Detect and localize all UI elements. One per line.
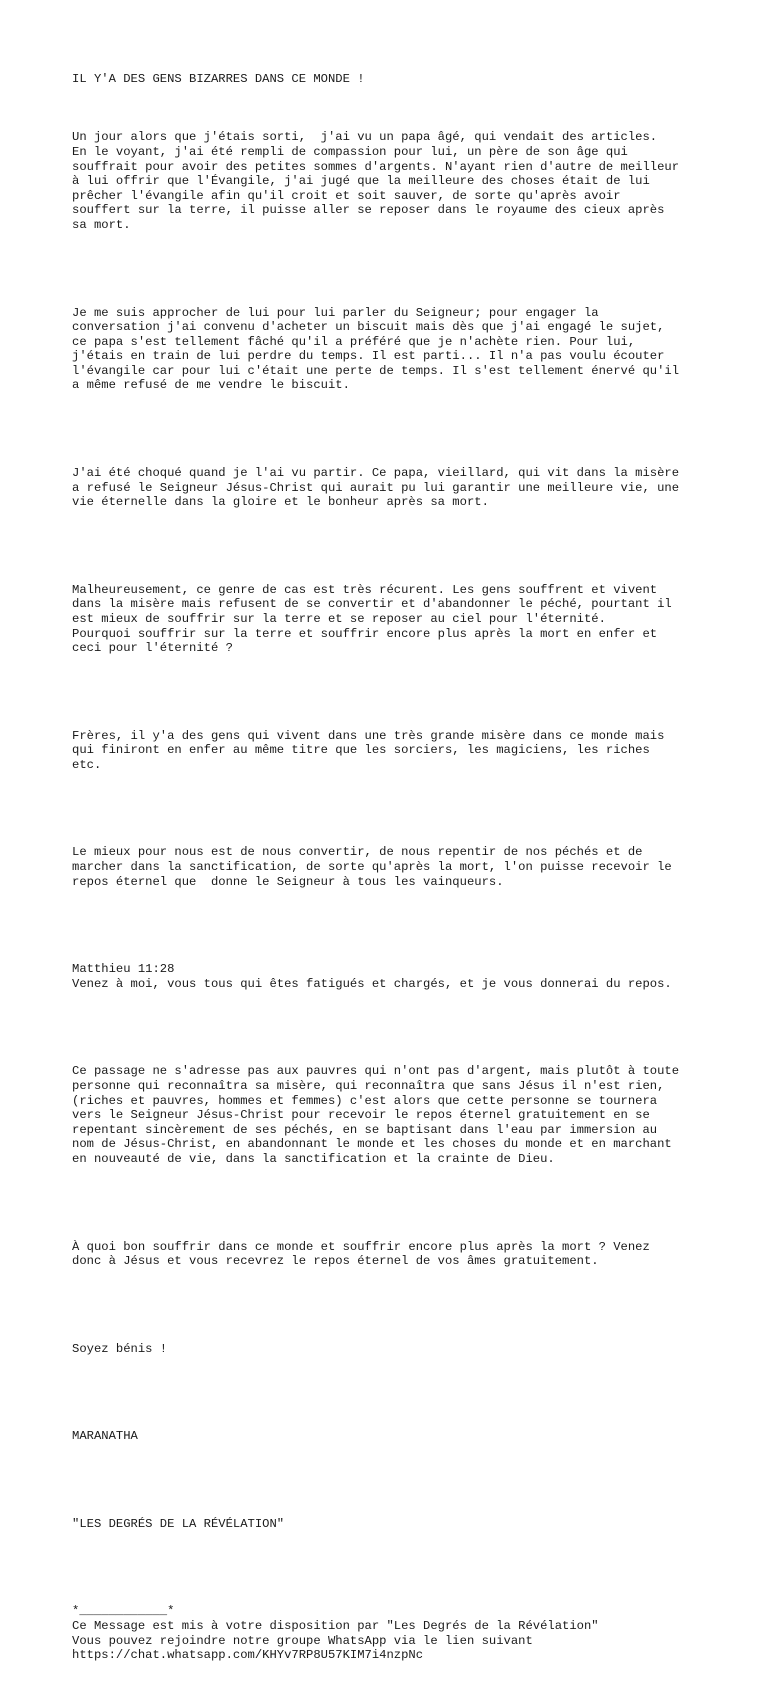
text-line: personne qui reconnaîtra sa misère, qui reconnaîtra que sans Jésus il n'est rien, (72, 1078, 665, 1093)
document-page (72, 72, 712, 1707)
text-line: prêcher l'évangile afin qu'il croit et soit sauver, de sorte qu'après avoir (72, 188, 621, 203)
text-line: donc à Jésus et vous recevrez le repos éternel de vos âmes gratuitement. (72, 1254, 599, 1269)
scripture-text: Venez à moi, vous tous qui êtes fatigués et chargés, et je vous donnerai du repos. (72, 976, 672, 991)
text-line: j'étais en train de lui perdre du temps. Il est parti... Il n'a pas voulu écouter (72, 349, 665, 364)
text-line: nom de Jésus-Christ, en abandonnant le monde et les choses du monde et en marchant (72, 1137, 672, 1152)
text-line: Ce passage ne s'adresse pas aux pauvres qui n'ont pas d'argent, mais plutôt à toute (72, 1064, 680, 1079)
text-line: À quoi bon souffrir dans ce monde et souffrir encore plus après la mort ? Venez (72, 1239, 650, 1254)
paragraph-1 (72, 101, 712, 262)
text-line: Ce Message est mis à votre disposition par "Les Degrés de la Révélation" (72, 1618, 599, 1633)
text-line: Pourquoi souffrir sur la terre et souffrir encore plus après la mort en enfer et (72, 626, 658, 641)
text-line: Vous pouvez rejoindre notre groupe WhatsApp via le lien suivant (72, 1633, 533, 1648)
text-line: repentant sincèrement de ses péchés, en se baptisant dans l'eau par immersion au (72, 1122, 658, 1137)
text-line: J'ai été choqué quand je l'ai vu partir. Ce papa, vieillard, qui vit dans la misère (72, 466, 680, 481)
whatsapp-link[interactable]: https://chat.whatsapp.com/KHYv7RP8U57KIM7i4nzpNc (72, 1648, 424, 1663)
paragraph-3 (72, 437, 712, 539)
text-line: Je me suis approcher de lui pour lui parler du Seigneur; pour engager la (72, 305, 599, 320)
paragraph-8 (72, 1035, 712, 1196)
paragraph-6 (72, 816, 712, 918)
blessing (72, 1312, 712, 1385)
separator-line: *____________* (72, 1604, 175, 1619)
paragraph-2 (72, 276, 712, 422)
text-line: marcher dans la sanctification, de sorte qu'après la mort, l'on puisse recevoir le (72, 860, 672, 875)
text-line: sa mort. (72, 217, 131, 232)
footer-block (72, 1575, 712, 1692)
title-line: IL Y'A DES GENS BIZARRES DANS CE MONDE ! (72, 72, 365, 86)
text-line: Frères, il y'a des gens qui vivent dans une très grande misère dans ce monde mais (72, 728, 665, 743)
text-line: en nouveauté de vie, dans la sanctification et la crainte de Dieu. (72, 1151, 555, 1166)
document-title (72, 72, 712, 87)
text-line: souffrait pour avoir des petites sommes d'argents. N'ayant rien d'autre de meilleur (72, 159, 680, 174)
text-line: Malheureusement, ce genre de cas est très récurent. Les gens souffrent et vivent (72, 582, 658, 597)
text-line: a même refusé de me vendre le biscuit. (72, 378, 350, 393)
text-line: En le voyant, j'ai été rempli de compassion pour lui, un père de son âge qui (72, 144, 628, 159)
text-line: MARANATHA (72, 1429, 138, 1444)
text-line: ceci pour l'éternité ? (72, 641, 233, 656)
text-line: à lui offrir que l'Évangile, j'ai jugé que la meilleure des choses était de lui (72, 174, 650, 189)
text-line: ce papa s'est tellement fâché qu'il a préféré que je n'achète rien. Pour lui, (72, 334, 636, 349)
text-line: l'évangile car pour lui c'était une perte de temps. Il s'est tellement énervé qu'il (72, 363, 680, 378)
text-line: conversation j'ai convenu d'acheter un biscuit mais dès que j'ai engagé le sujet, (72, 320, 665, 335)
maranatha (72, 1400, 712, 1473)
text-line: vie éternelle dans la gloire et le bonheur après sa mort. (72, 495, 489, 510)
text-line: Le mieux pour nous est de nous convertir, de nous repentir de nos péchés et de (72, 845, 643, 860)
paragraph-5 (72, 700, 712, 802)
text-line: repos éternel que donne le Seigneur à tous les vainqueurs. (72, 874, 504, 889)
text-line: etc. (72, 757, 102, 772)
text-line: est mieux de souffrir sur la terre et se reposer au ciel pour l'éternité. (72, 611, 606, 626)
paragraph-4 (72, 554, 712, 685)
scripture-citation: Matthieu 11:28 (72, 962, 175, 977)
text-line: "LES DEGRÉS DE LA RÉVÉLATION" (72, 1516, 285, 1531)
text-line: dans la misère mais refusent de se convertir et d'abandonner le péché, pourtant il (72, 597, 672, 612)
text-line: Soyez bénis ! (72, 1341, 168, 1356)
paragraph-9 (72, 1210, 712, 1298)
text-line: Un jour alors que j'étais sorti, j'ai vu un papa âgé, qui vendait des articles. (72, 130, 658, 145)
text-line: qui finiront en enfer au même titre que les sorciers, les magiciens, les riches (72, 743, 650, 758)
text-line: vers le Seigneur Jésus-Christ pour recevoir le repos éternel gratuitement en se (72, 1108, 650, 1123)
text-line: souffert sur la terre, il puisse aller se reposer dans le royaume des cieux après (72, 203, 665, 218)
text-line: a refusé le Seigneur Jésus-Christ qui aurait pu lui garantir une meilleure vie, une (72, 480, 680, 495)
scripture-reference (72, 933, 712, 1021)
text-line: (riches et pauvres, hommes et femmes) c'est alors que cette personne se tournera (72, 1093, 658, 1108)
ministry-name (72, 1488, 712, 1561)
